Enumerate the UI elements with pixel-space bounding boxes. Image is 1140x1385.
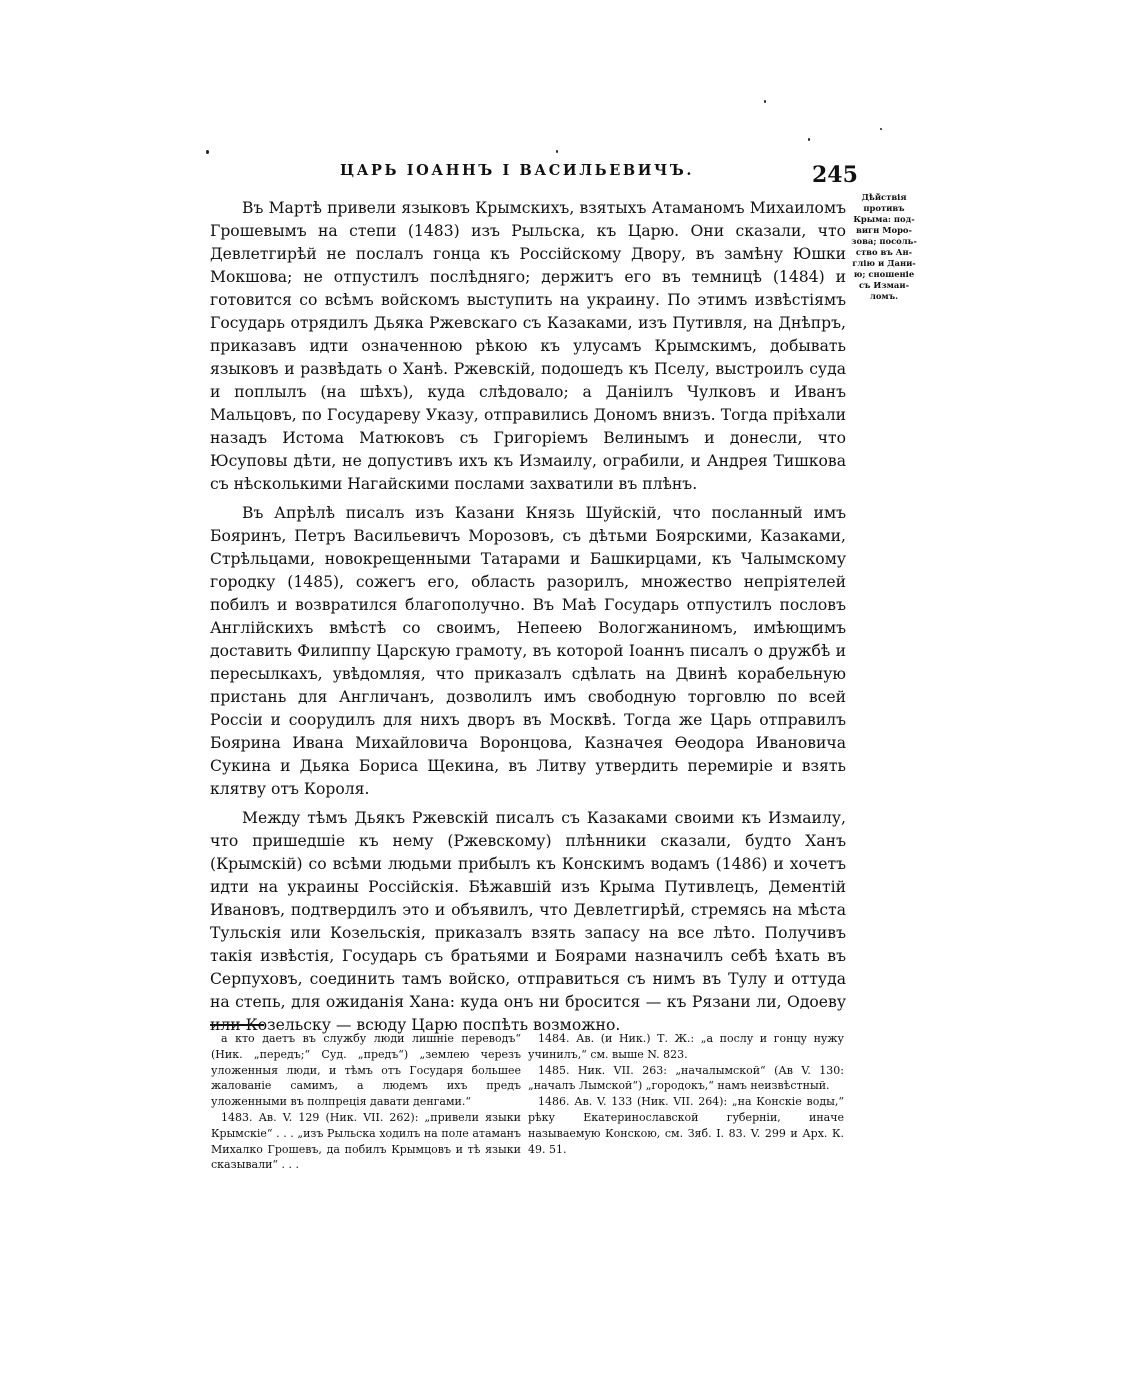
margin-note [848,192,920,302]
print-speck [764,100,766,103]
margin-note-line: Крыма: под- [853,214,915,224]
margin-note-line: глію и Дани- [852,258,916,268]
footnote-separator [210,1024,264,1026]
print-speck [556,150,558,153]
print-speck [206,150,209,154]
margin-note-line: противъ [863,203,905,213]
running-title: ЦАРЬ ІОАННЪ І ВАСИЛЬЕВИЧЪ. [340,162,694,179]
footnotes-right-column [528,1031,844,1157]
print-speck [880,128,882,130]
footnotes-left-column [211,1031,521,1173]
margin-note-line: вигн Моро- [856,225,912,235]
margin-note-line: ю; сношеніе [853,269,915,279]
body-paragraph: Въ Мартѣ привели языковъ Крымскихъ, взятыхъ Атаманомъ Михаиломъ Грошевымъ на степи (1483) изъ Рыльска, къ Царю. Они сказали, что Девлетгирѣй не послалъ гонца къ Россійскому Двору, въ замѣну Юшки Мокшова; не отпустилъ послѣдняго; держитъ его въ темницѣ (1484) и готовится со всѣмъ войскомъ выступить на украину. По этимъ извѣстіямъ Государь отрядилъ Дьяка Ржевскаго съ Казаками, изъ Путивля, на Днѣпръ, приказавъ идти означенною рѣкою къ улусамъ Крымскимъ, добывать языковъ и развѣдать о Ханѣ. Ржевскій, подошедъ къ Пселу, выстроилъ суда и поплылъ (на шѣхъ), куда слѣдовало; а Даніилъ Чулковъ и Иванъ Мальцовъ, по Государеву Указу, отправились Дономъ внизъ. Тогда пріѣхали назадъ Истома Матюковъ съ Григоріемъ Велинымъ и донесли, что Юсуповы дѣти, не допустивъ ихъ къ Измаилу, ограбили, и Андрея Тишкова съ нѣсколькими Нагайскими послами захватили въ плѣнъ. [210,199,846,493]
margin-note-line: ломъ. [869,291,899,301]
footnote: 1483. Ав. V. 129 (Ник. VII. 262): „привели языки Крымскіе“ . . . „изъ Рыльска ходилъ на поле атаманъ Михалко Грошевъ, да побилъ Крымцовъ и тѣ языки сказывали“ . . . [211,1110,521,1172]
footnote: 1484. Ав. (и Ник.) Т. Ж.: „а послу и гонцу нужу учинилъ,“ см. выше N. 823. [528,1032,844,1061]
margin-note-line: зова; посоль- [851,236,917,246]
margin-note-line: ство въ Ан- [855,247,913,257]
footnote: 1485. Ник. VII. 263: „началымской“ (Ав V. 130: „началъ Лымской“) „городокъ,“ намъ неизвѣстный. [528,1063,844,1093]
footnote: а кто даетъ въ службу люди лишніе переводъ“ (Ник. „передъ;“ Суд. „предъ“) „землею черезъ уложенныя люди, и тѣмъ отъ Государя большее жалованіе самимъ, а людемъ ихъ предъ уложенными въ полпреція давати денгами.“ [211,1032,521,1109]
margin-note-line: Дѣйствія [861,192,907,202]
page-number: 245 [812,162,858,188]
body-paragraph: Между тѣмъ Дьякъ Ржевскій писалъ съ Казаками своими къ Измаилу, что пришедшіе къ нему (Ржевскому) плѣнники сказали, будто Ханъ (Крымскій) со всѣми людьми прибылъ къ Конскимъ водамъ (1486) и хочетъ идти на украины Россійскія. Бѣжавшій изъ Крыма Путивлецъ, Дементій Ивановъ, подтвердилъ это и объявилъ, что Девлетгирѣй, стремясь на мѣста Тульскія или Козельскія, приказалъ взять запасу на все лѣто. Получивъ такія извѣстія, Государь съ братьями и Боярами назначилъ себѣ ѣхать въ Серпуховъ, соединить тамъ войско, отправиться съ нимъ въ Тулу и оттуда на степь, для ожиданія Хана: куда онъ ни бросится — къ Рязани ли, Одоеву или Козельску — всюду Царю поспѣть возможно. [210,809,846,1034]
print-speck [808,138,810,141]
main-text [210,197,846,1043]
body-paragraph: Въ Апрѣлѣ писалъ изъ Казани Князь Шуйскій, что посланный имъ Бояринъ, Петръ Васильевичъ Морозовъ, съ дѣтьми Боярскими, Казаками, Стрѣльцами, новокрещенными Татарами и Башкирцами, къ Чалымскому городку (1485), сожегъ его, область разорилъ, множество непріятелей побилъ и возвратился благополучно. Въ Маѣ Государь отпустилъ пословъ Англійскихъ вмѣстѣ со своимъ, Непеею Вологжаниномъ, имѣющимъ доставить Филиппу Царскую грамоту, въ которой Іоаннъ писалъ о дружбѣ и пересылкахъ, увѣдомляя, что приказалъ сдѣлать на Двинѣ корабельную пристань для Англичанъ, дозволилъ имъ свободную торговлю по всей Россіи и соорудилъ для нихъ дворъ въ Москвѣ. Тогда же Царь отправилъ Боярина Ивана Михайловича Воронцова, Казначея Ѳеодора Ивановича Сукина и Дьяка Бориса Щекина, въ Литву утвердить перемиріе и взять клятву отъ Короля. [210,504,846,798]
footnote: 1486. Ав. V. 133 (Ник. VII. 264): „на Конскіе воды,“ рѣку Екатеринославской губерніи, иначе называемую Конскою, см. Зяб. I. 83. V. 299 и Арх. К. 49. 51. [528,1095,844,1156]
margin-note-line: съ Измаи- [858,280,910,290]
